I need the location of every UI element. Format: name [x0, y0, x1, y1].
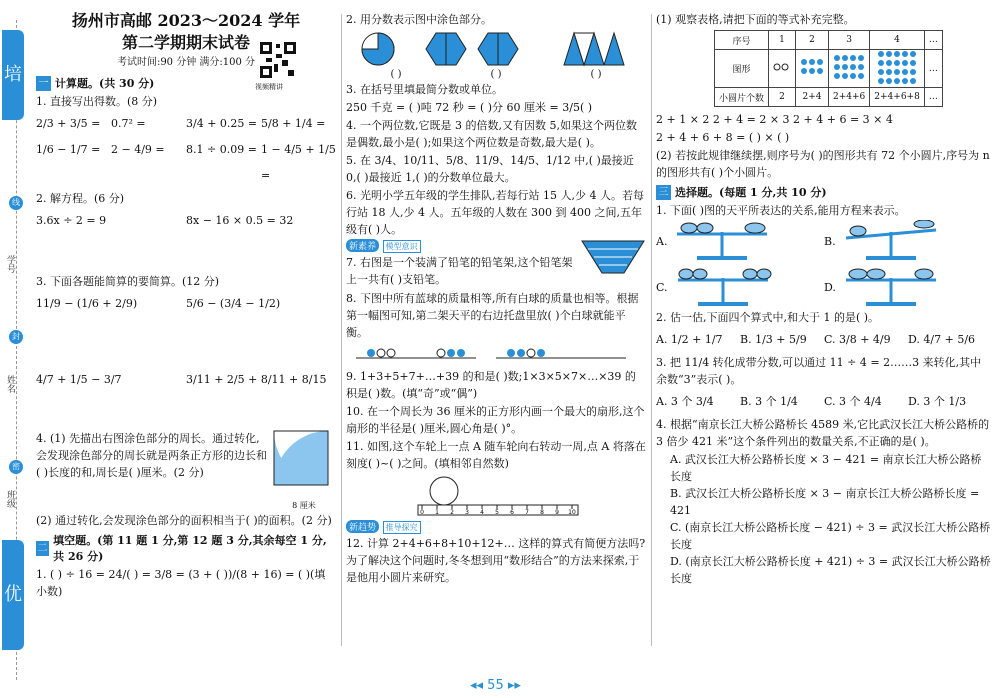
question-4 — [36, 429, 336, 511]
ruler-tick-label: 4 — [480, 509, 484, 516]
calc-row — [36, 111, 336, 137]
label-name: 姓名 — [5, 375, 15, 393]
question: (1) 观察表格,请把下面的等式补充完整。 — [656, 13, 855, 26]
option[interactable]: D. (南京长江大桥公路桥长度 + 421) ÷ 3 = 武汉长江大桥公路桥长度 — [670, 555, 991, 585]
question-line: 250 千克 = ( )吨 72 秒 = ( )分 60 厘米 = 3/5( ) — [346, 101, 593, 114]
binding-tab-bottom: 优 — [2, 540, 24, 650]
ruler-tick-label: 8 — [540, 509, 544, 516]
balance-scales-figure — [346, 342, 636, 364]
question: 7. 右图是一个装满了铅笔的铅笔架,这个铅笔架上一共有( )支铅笔。 — [346, 256, 573, 286]
qr-code[interactable] — [258, 40, 298, 80]
balance-icon — [836, 266, 946, 308]
hexagon-figure — [424, 31, 534, 67]
question: 9. 1+3+5+7+…+39 的和是( )数;1×3×5×7×…×39 的积是( )数。(填“奇”或“偶”) — [346, 370, 636, 400]
page-number: ◂◂ 55 ▸▸ — [470, 678, 521, 693]
option[interactable]: A. 3 个 3/4 — [656, 395, 714, 408]
dots-figure-4 — [877, 50, 917, 84]
exam-title: 扬州市高邮 2023～2024 学年 — [71, 11, 301, 30]
option[interactable]: C. (南京长江大桥公路桥长度 − 421) ÷ 3 = 武汉长江大桥公路桥长度 — [670, 521, 991, 551]
label-student-id: 学号 — [5, 255, 15, 273]
circle-figure — [360, 31, 396, 67]
section-2-header — [36, 532, 336, 564]
calc-item: 2/3 + 3/5 = — [36, 117, 101, 130]
dimension-label: 8 厘米 — [292, 501, 316, 510]
option-a[interactable] — [656, 220, 824, 262]
pattern-table — [714, 30, 943, 107]
calc-item: 2 − 4/9 = — [111, 143, 165, 156]
balance-icon — [836, 220, 946, 262]
pencil-holder-figure — [580, 239, 646, 275]
question: 2. 解方程。(6 分) — [36, 192, 125, 205]
binding-dot: 封 — [9, 330, 23, 344]
table-cell — [870, 50, 925, 88]
table-cell: 2 — [796, 31, 829, 50]
ruler-tick-label: 0 — [420, 509, 424, 516]
qr-caption: 视频精讲 — [255, 83, 283, 91]
question: 4. 根据“南京长江大桥公路桥长 4589 米,它比武汉长江大桥公路桥的 3 倍少 421 米”这个条件列出的数量关系,不正确的是( )。 — [656, 418, 990, 448]
triangle-strip-figure — [562, 31, 632, 67]
column-3 — [656, 10, 992, 650]
equation-row — [36, 208, 336, 234]
column-divider — [341, 14, 342, 646]
ruler-tick-label: 1 — [435, 509, 439, 516]
table-cell: 2+4+6 — [829, 88, 870, 107]
option[interactable]: A. 武汉长江大桥公路桥长度 × 3 − 421 = 南京长江大桥公路桥长度 — [670, 453, 982, 483]
option-label: A. — [656, 234, 668, 248]
question: 1. ( ) ÷ 16 = 24/( ) = 3/8 = (3 + ( ))/(8 + 16) = ( )(填小数) — [36, 568, 326, 598]
ruler-tick-label: 6 — [510, 509, 514, 516]
table-cell: … — [924, 88, 942, 107]
question: 1. 直接写出得数。(8 分) — [36, 95, 158, 108]
equation-line: 2 + 1 × 2 2 + 4 = 2 × 3 2 + 4 + 6 = 3 × 4 — [656, 113, 893, 126]
ruler-tick-label: 2 — [450, 509, 454, 516]
table-cell: … — [924, 50, 942, 88]
fraction-figures — [346, 29, 646, 69]
answer-blank[interactable]: ( ) — [490, 69, 502, 80]
section-3-header — [656, 184, 992, 200]
question: 12. 计算 2+4+6+8+10+12+… 这样的算式有简便方法吗?为了解决这个问题时,冬冬想到用“数形结合”的方法来探索,于是他用小圆片来研究。 — [346, 537, 646, 584]
question: 2. 用分数表示图中涂色部分。 — [346, 13, 492, 26]
option[interactable]: B. 1/3 + 5/9 — [740, 333, 807, 346]
table-cell: … — [924, 31, 942, 50]
answer-blanks — [346, 69, 646, 80]
table-cell: 2+4+6+8 — [870, 88, 925, 107]
binding-tab-top: 培 — [2, 30, 24, 120]
question: 3. 把 11/4 转化成带分数,可以通过 11 ÷ 4 = 2……3 来转化,其中余数“3”表示( )。 — [656, 356, 982, 386]
binding-dot: 密 — [9, 460, 23, 474]
balance-icon — [668, 266, 778, 308]
ruler-tick-label: 5 — [495, 509, 499, 516]
option-c[interactable] — [656, 266, 824, 308]
table-cell — [796, 50, 829, 88]
column-divider — [651, 14, 652, 646]
exam-subtitle: 第二学期期末试卷 — [121, 33, 250, 52]
question: 3. 在括号里填最简分数或单位。 — [346, 83, 503, 96]
exam-info: 考试时间:90 分钟 满分:100 分 — [116, 57, 256, 68]
section-title: 计算题。(共 30 分) — [55, 77, 155, 90]
calc-item: 8.1 ÷ 0.09 = — [186, 143, 257, 156]
ruler-tick-label: 3 — [465, 509, 469, 516]
question: 4. 一个两位数,它既是 3 的倍数,又有因数 5,如果这个两位数是偶数,最小是( );如果这个两位数是奇数,最大是( )。 — [346, 119, 637, 149]
dots-figure-2 — [800, 58, 824, 76]
simplify-row — [36, 367, 336, 393]
dots-figure-1 — [773, 62, 791, 72]
option[interactable]: B. 武汉长江大桥公路桥长度 × 3 − 南京长江大桥公路桥长度 = 421 — [670, 487, 980, 517]
option-label: D. — [824, 280, 836, 294]
simplify-item: 11/9 − (1/6 + 2/9) — [36, 297, 138, 310]
calc-item: 1 − 4/5 + 1/5 = — [261, 143, 336, 182]
simplify-item: 4/7 + 1/5 − 3/7 — [36, 373, 122, 386]
qr-icon — [258, 40, 298, 80]
ruler-tick-label: 9 — [555, 509, 559, 516]
table-cell: 2 — [769, 88, 796, 107]
question: (2) 若按此规律继续摆,则序号为( )的图形共有 72 个小圆片,序号为 n 的图形共有( )个小圆片。 — [656, 149, 990, 179]
question: 2. 估一估,下面四个算式中,和大于 1 的是( )。 — [656, 311, 880, 324]
question: 1. 下面( )图的天平所表达的关系,能用方程来表示。 — [656, 204, 906, 217]
section-title: 选择题。(每题 1 分,共 10 分) — [675, 186, 827, 199]
question: 11. 如图,这个车轮上一点 A 随车轮向右转动一周,点 A 将落在刻度( )~( )之间。(填相邻自然数) — [346, 440, 646, 470]
option[interactable]: D. 3 个 1/3 — [908, 395, 967, 408]
question-7 — [346, 239, 646, 289]
option-b[interactable] — [824, 220, 992, 262]
binding-margin — [0, 0, 30, 698]
simplify-item: 5/6 − (3/4 − 1/2) — [186, 297, 281, 310]
question: 3. 下面各题能简算的要简算。(12 分) — [36, 275, 220, 288]
table-cell: 4 — [870, 31, 925, 50]
calc-item: 5/8 + 1/4 = — [261, 117, 326, 130]
wheel-ruler-figure — [416, 473, 586, 517]
table-cell — [769, 50, 796, 88]
balance-options — [656, 220, 992, 308]
calc-row — [36, 137, 336, 189]
option[interactable]: D. 4/7 + 5/6 — [908, 333, 976, 346]
ruler-tick-label: 7 — [525, 509, 529, 516]
badge-model: 模型意识 — [383, 240, 421, 253]
answer-blank[interactable]: ( ) — [390, 69, 402, 80]
option-d[interactable] — [824, 266, 992, 308]
balance-icon — [667, 220, 777, 262]
question-12 — [346, 520, 646, 586]
options-row — [656, 327, 992, 353]
question: 5. 在 3/4、10/11、5/8、11/9、14/5、1/12 中,( )最接近 0,( )最接近 1,( )的分数单位最大。 — [346, 154, 634, 184]
label-class: 班级 — [5, 490, 15, 508]
table-row — [715, 88, 943, 107]
badge-derive: 推导探究 — [383, 521, 421, 534]
calc-item: 0.7² = — [111, 117, 146, 130]
options-row — [656, 389, 992, 415]
table-row — [715, 50, 943, 88]
table-cell: 3 — [829, 31, 870, 50]
question: 6. 光明小学五年级的学生排队,若每行站 15 人,少 4 人。若每行站 18 人,少 4 人。五年级的人数在 300 到 400 之间,五年级有( )人。 — [346, 189, 644, 236]
section-title: 填空题。(第 11 题 1 分,第 12 题 3 分,其余每空 1 分,共 26 分) — [53, 534, 327, 563]
calc-item: 3/4 + 0.25 = — [186, 117, 258, 130]
shaded-square-diagram — [272, 429, 336, 497]
section-number: 一 — [36, 76, 51, 91]
column-1 — [36, 10, 336, 650]
binding-dot: 线 — [9, 196, 23, 210]
equation-item: 3.6x ÷ 2 = 9 — [36, 214, 107, 227]
ruler-tick-label: 10 — [568, 509, 576, 516]
square-figure — [272, 429, 336, 511]
table-cell: 图形 — [715, 50, 769, 88]
section-number: 三 — [656, 185, 671, 200]
simplify-row — [36, 291, 336, 317]
option[interactable]: C. 3 个 4/4 — [824, 395, 882, 408]
table-cell — [829, 50, 870, 88]
equation-item: 8x − 16 × 0.5 = 32 — [186, 214, 294, 227]
question: 10. 在一个周长为 36 厘米的正方形内画一个最大的扇形,这个扇形的半径是( )厘米,圆心角是( )°。 — [346, 405, 645, 435]
table-cell: 小圆片个数 — [715, 88, 769, 107]
badge-new-literacy: 新素养 — [346, 239, 379, 252]
option-label: C. — [656, 280, 668, 294]
badge-new-trend: 新趋势 — [346, 520, 379, 533]
option[interactable]: B. 3 个 1/4 — [740, 395, 798, 408]
table-row — [715, 31, 943, 50]
table-cell: 1 — [769, 31, 796, 50]
table-cell: 2+4 — [796, 88, 829, 107]
section-number: 二 — [37, 542, 48, 554]
question: 4. (1) 先描出右图涂色部分的周长。通过转化,会发现涂色部分的周长就是两条正方形的边长和( )长度的和,周长是( )厘米。(2 分) — [36, 432, 267, 479]
answer-blank[interactable]: ( ) — [590, 69, 602, 80]
option[interactable]: C. 3/8 + 4/9 — [824, 333, 891, 346]
equation-line: 2 + 4 + 6 + 8 = ( ) × ( ) — [656, 131, 790, 144]
column-2 — [346, 10, 646, 650]
question: 8. 下图中所有蓝球的质量相等,所有白球的质量也相等。根据第一幅图可知,第二架天平的右边托盘里放( )个白球就能平衡。 — [346, 292, 639, 339]
option[interactable]: A. 1/2 + 1/7 — [656, 333, 723, 346]
calc-item: 1/6 − 1/7 = — [36, 143, 101, 156]
question: (2) 通过转化,会发现涂色部分的面积相当于( )的面积。(2 分) — [36, 514, 332, 527]
simplify-item: 3/11 + 2/5 + 8/11 + 8/15 — [186, 373, 327, 386]
table-cell: 序号 — [715, 31, 769, 50]
option-label: B. — [824, 234, 836, 248]
dots-figure-3 — [833, 54, 865, 80]
